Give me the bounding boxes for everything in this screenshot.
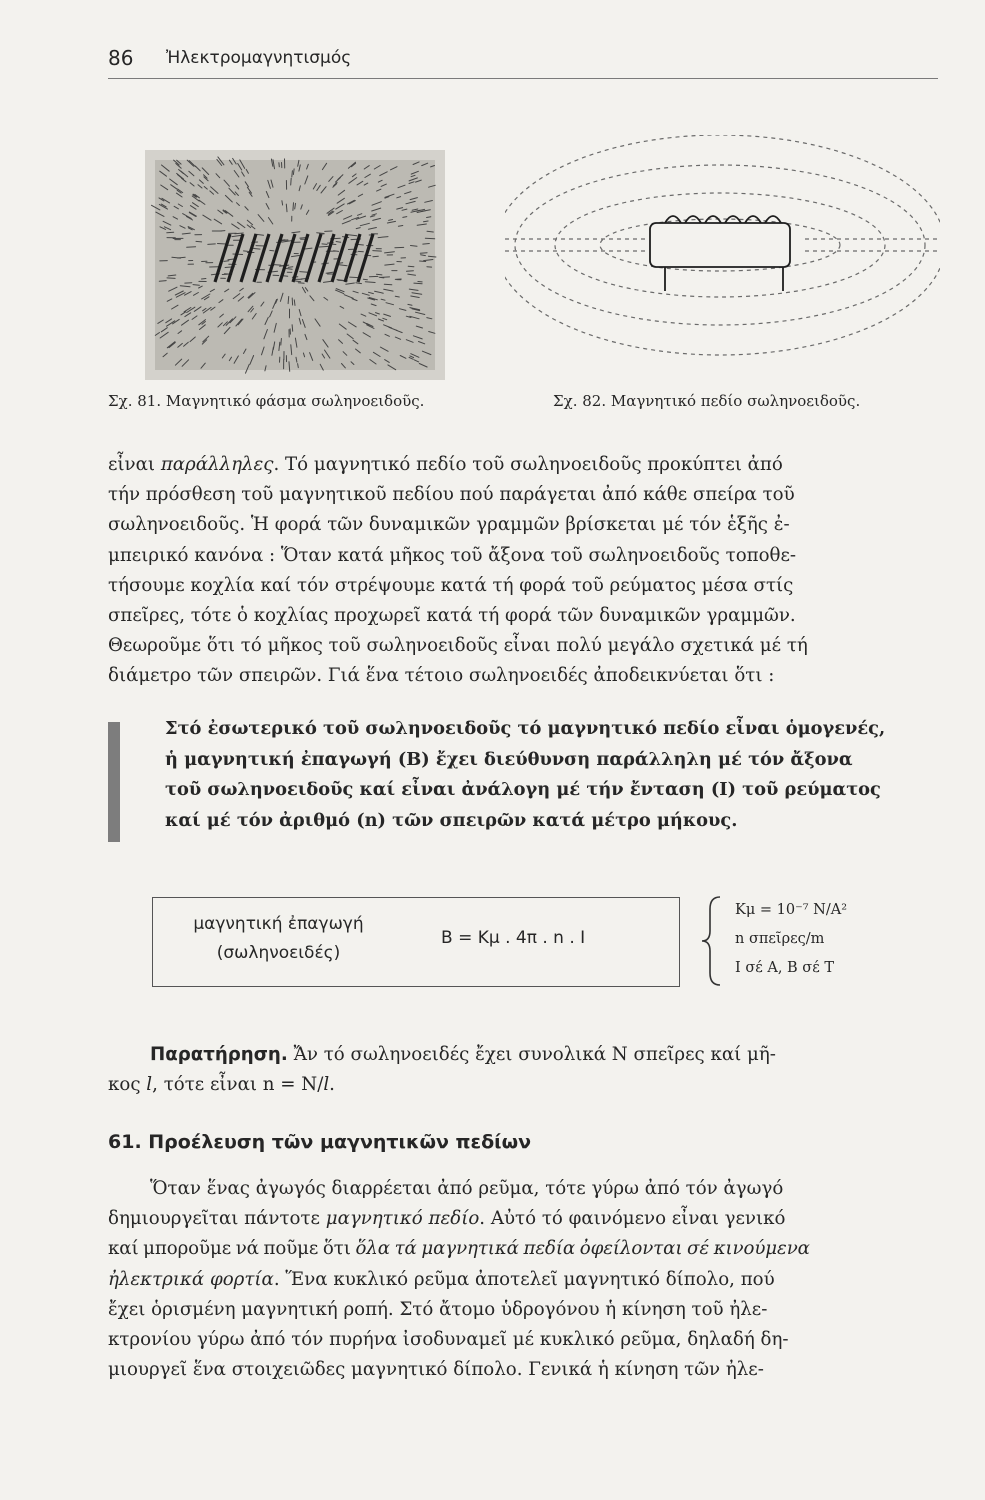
iron-filing [300,238,306,239]
iron-filing [322,244,327,245]
formula-units: Kμ = 10⁻⁷ N/A² n σπεῖρες/m I σέ A, B σέ T [735,902,848,976]
paragraph-solenoid-field: εἶναι παράλληλες. Τό μαγνητικό πεδίο τοῦ σωληνοειδοῦς προκύπτει ἀπό τήν πρόσθεση τοῦ μαγνητικοῦ πεδίου πού παράγεται ἀπό κάθε σπείρα τοῦ σωληνοειδοῦς. Ἡ φορά τῶν δυναμικῶν γραμμῶν βρίσκεται μέ τόν ἑξῆς ἐ- μπειρικό κανόνα : Ὅταν κατά μῆκος τοῦ ἄξονα τοῦ σωληνοειδοῦς τοποθε- τήσουμε κοχλία καί τόν στρέψουμε κατά τή φορά τοῦ ρεύματος μέσα στίς σπεῖρες, τότε ὁ κοχλίας προχωρεῖ κατά τή φορά τῶν δυναμικῶν γραμμῶν. Θεωροῦμε ὅτι τό μῆκος τοῦ σωληνοειδοῦς εἶναι πολύ μεγάλο σχετικά μέ τή διάμετρο τῶν σπειρῶν. Γιά ἕνα τέτοιο σωληνοειδές ἀποδεικνύεται ὅτι : [108,454,808,687]
note-label: Παρατήρηση. [150,1044,288,1065]
iron-filing [167,278,175,279]
page-number: 86 [108,46,134,70]
iron-filing [193,285,199,286]
running-title: Ἠλεκτρομαγνητισμός [166,48,352,68]
solenoid-body [650,216,790,291]
paragraph-origin-of-fields: Ὅταν ἕνας ἀγωγός διαρρέεται ἀπό ρεῦμα, τότε γύρω ἀπό τόν ἀγωγό δημιουργεῖται πάντοτε μαγνητικό πεδίο. Αὐτό τό φαινόμενο εἶναι γενικό καί μποροῦμε νά ποῦμε ὅτι ὅλα τά μαγνητικά πεδία ὀφείλονται σέ κινούμενα ἠλεκτρικά φορτία. Ἕνα κυκλικό ρεῦμα ἀποτελεῖ μαγνητικό δίπολο, πού ἔχει ὁρισμένη μαγνητική ροπή. Στό ἄτομο ὑδρογόνου ἡ κίνηση τοῦ ἠλε- κτρονίου γύρω ἀπό τόν πυρήνα ἰσοδυναμεῖ μέ κυκλικό ρεῦμα, δηλαδή δη- μιουργεῖ ἕνα στοιχειῶδες μαγνητικό δίπολο. Γενικά ἡ κίνηση τῶν ἠλε- [108,1178,810,1381]
iron-filing [407,271,414,272]
iron-filing [379,277,384,278]
iron-filing [218,244,226,245]
iron-filing [282,201,283,205]
figure-82-field-lines [505,135,940,375]
iron-filing [224,261,229,262]
iron-filing [427,217,431,218]
section-title: 61. Προέλευση τῶν μαγνητικῶν πεδίων [108,1131,532,1153]
rule-statement: Στό ἐσωτερικό τοῦ σωληνοειδοῦς τό μαγνητικό πεδίο εἶναι ὁμογενές, ἡ μαγνητική ἐπαγωγή (B) ἔχει διεύθυνση παράλληλη μέ τόν ἄξονα τοῦ σωληνοειδοῦς καί εἶναι ἀνάλογη μέ τήν ἔνταση (I) τοῦ ρεύματος καί μέ τόν ἀριθμό (n) τῶν σπειρῶν κατά μέτρο μήκους. [165,718,886,831]
iron-filing [424,221,429,222]
iron-filing [420,253,427,254]
iron-filing [167,232,174,233]
iron-filing [363,279,367,280]
figure-81-caption: Σχ. 81. Μαγνητικό φάσμα σωληνοειδοῦς. [108,392,425,410]
iron-filing [298,283,304,284]
iron-filing [373,251,382,252]
formula-label: μαγνητική ἐπαγωγή (σωληνοειδές) [193,914,364,963]
iron-filing [196,241,202,242]
iron-filing [294,300,295,306]
iron-filing [288,267,293,268]
iron-filing [398,226,402,227]
iron-filing [187,247,196,248]
iron-filing [336,242,341,243]
iron-filing [414,283,422,284]
header-rule [108,78,938,79]
iron-filing [202,279,206,280]
iron-filing [293,169,294,175]
iron-filing [319,246,328,247]
figure-82-caption: Σχ. 82. Μαγνητικό πεδίο σωληνοειδοῦς. [553,392,861,410]
iron-filing [350,277,359,278]
brace-icon [700,895,726,987]
iron-filing [384,284,392,285]
iron-filing [292,171,293,177]
iron-filing [289,362,290,372]
iron-filing [411,246,418,247]
iron-filing [420,261,426,262]
iron-filing [159,281,166,282]
iron-filing [281,339,282,346]
iron-filing [298,364,299,368]
rule-margin-bar [108,722,120,842]
iron-filing [270,250,274,251]
iron-filing [292,325,293,332]
iron-filing [423,244,430,245]
iron-filing [377,274,382,275]
iron-filing [286,204,287,212]
iron-filing [425,238,434,239]
iron-filing [334,251,339,252]
iron-filing [208,244,216,245]
iron-filing [291,178,292,185]
iron-filing [293,203,294,211]
iron-filing [283,276,288,277]
note-paragraph: Παρατήρηση. Ἄν τό σωληνοειδές ἔχει συνολικά N σπεῖρες καί μῆ- κος l, τότε εἶναι n = N/l. [108,1044,776,1096]
formula-box [152,897,680,987]
formula-expression: B = Kμ . 4π . n . I [441,928,586,948]
iron-filing [300,272,308,273]
figure-81-filings-photo [145,150,445,380]
iron-filing [288,297,289,304]
